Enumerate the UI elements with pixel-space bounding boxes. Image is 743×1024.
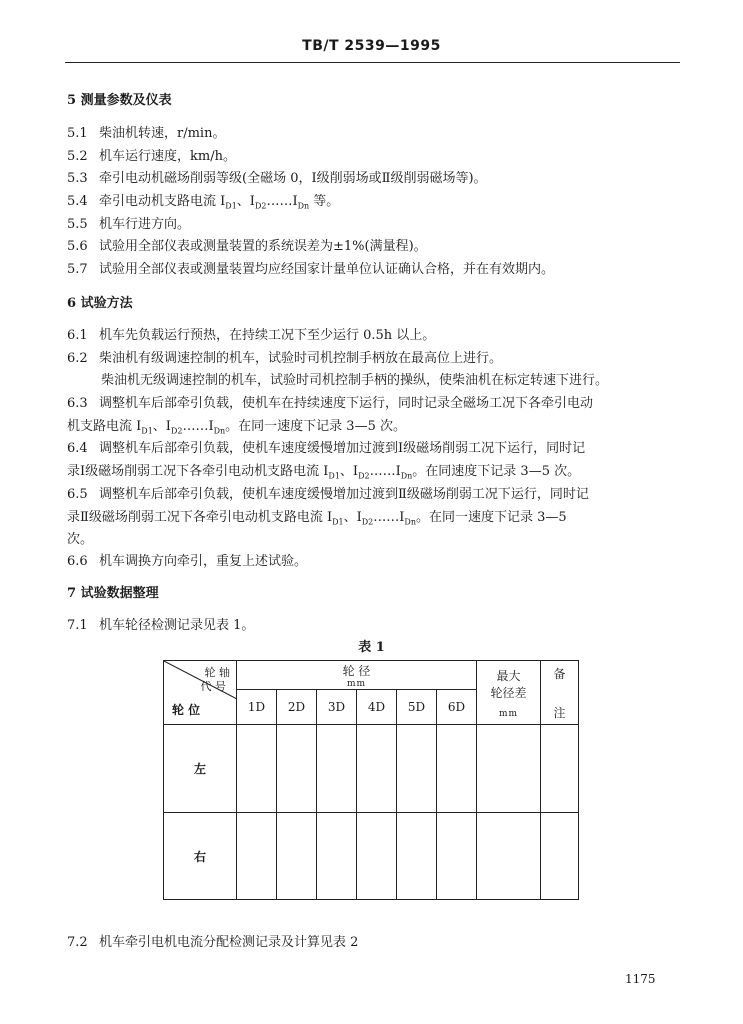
item-number: 5.7 bbox=[67, 262, 88, 277]
item-number: 5.2 bbox=[67, 149, 88, 164]
item-number: 5.1 bbox=[67, 126, 88, 141]
document-code: TB/T 2539—1995 bbox=[302, 38, 441, 54]
item-5-3 bbox=[67, 170, 487, 188]
column-header: 6D bbox=[437, 690, 477, 725]
item-7-2: 7.2 机车牵引电机电流分配检测记录及计算见表 2 bbox=[67, 935, 359, 950]
wheel-diameter-group-header: 轮 径 mm bbox=[237, 661, 477, 690]
item-6-1: 6.1 机车先负载运行预热，在持续工况下至少运行 0.5h 以上。 bbox=[67, 328, 436, 343]
empty-cell bbox=[277, 813, 317, 900]
item-6-3-continued: 机支路电流 $I_{D1}$、$I_{D2}\dots\dots I_{Dn}$。在同一速度下记录 3—5 次。 bbox=[67, 419, 406, 436]
empty-cell bbox=[397, 813, 437, 900]
item-text: 机车行进方向。 bbox=[99, 217, 191, 232]
item-text: 柴油机转速，r/min。 bbox=[99, 126, 226, 141]
empty-cell bbox=[237, 725, 277, 813]
table-caption: 表 1 bbox=[358, 640, 385, 655]
row-label-left: 左 bbox=[164, 725, 237, 813]
empty-cell bbox=[317, 725, 357, 813]
item-6-6: 6.6 机车调换方向牵引，重复上述试验。 bbox=[67, 554, 308, 569]
section-5-title: 5 测量参数及仪表 bbox=[67, 93, 172, 108]
item-6-3: 6.3 调整机车后部牵引负载，使机车在持续速度下运行，同时记录全磁场工况下各牵引电动 bbox=[67, 396, 594, 411]
column-header: 1D bbox=[237, 690, 277, 725]
empty-cell bbox=[237, 813, 277, 900]
table-row bbox=[164, 813, 579, 900]
item-number: 5.4 bbox=[67, 194, 88, 209]
item-text: 试验用全部仪表或测量装置的系统误差为±1%(满量程)。 bbox=[99, 239, 427, 254]
item-6-4-continued: 录Ⅰ级磁场削弱工况下各牵引电动机支路电流 $I_{D1}$、$I_{D2}\dots\dots I_{Dn}$。在同速度下记录 3—5 次。 bbox=[67, 464, 581, 481]
corner-label-position: 轮 位 bbox=[172, 703, 201, 717]
item-5-1 bbox=[67, 125, 225, 143]
header-rule bbox=[65, 62, 680, 63]
item-6-5: 6.5 调整机车后部牵引负载，使机车速度缓慢增加过渡到Ⅱ级磁场削弱工况下运行，同时记 bbox=[67, 487, 589, 502]
max-diff-header: 最大 轮径差 mm bbox=[477, 661, 541, 725]
corner-label-code: 代 号 bbox=[200, 680, 226, 693]
remark-header: 备 注 bbox=[541, 661, 579, 725]
empty-cell bbox=[317, 813, 357, 900]
empty-cell bbox=[437, 725, 477, 813]
empty-cell bbox=[477, 725, 541, 813]
empty-cell bbox=[477, 813, 541, 900]
page-number: 1175 bbox=[625, 972, 656, 986]
item-6-4: 6.4 调整机车后部牵引负载，使机车速度缓慢增加过渡到Ⅰ级磁场削弱工况下运行，同时记 bbox=[67, 441, 586, 456]
empty-cell bbox=[397, 725, 437, 813]
column-header: 4D bbox=[357, 690, 397, 725]
item-text: 牵引电动机磁场削弱等级(全磁场 0，Ⅰ级削弱场或Ⅱ级削弱磁场等)。 bbox=[99, 171, 487, 186]
item-5-7 bbox=[67, 261, 554, 279]
item-number: 5.6 bbox=[67, 239, 88, 254]
table-row bbox=[164, 725, 579, 813]
section-7-title: 7 试验数据整理 bbox=[67, 586, 159, 601]
column-header: 5D bbox=[397, 690, 437, 725]
item-5-6 bbox=[67, 238, 427, 256]
item-6-5-continued: 录Ⅱ级磁场削弱工况下各牵引电动机支路电流 $I_{D1}$、$I_{D2}\dots\dots I_{Dn}$。在同一速度下记录 3—5 bbox=[67, 510, 567, 527]
empty-cell bbox=[437, 813, 477, 900]
item-5-4: 5.4 牵引电动机支路电流 $I_{D1}$、$I_{D2}\dots\dots I_{Dn}$ 等。 bbox=[67, 194, 340, 211]
item-7-1: 7.1 机车轮径检测记录见表 1。 bbox=[67, 618, 255, 633]
item-number: 5.3 bbox=[67, 171, 88, 186]
item-5-5 bbox=[67, 216, 190, 234]
item-6-2: 6.2 柴油机有级调速控制的机车，试验时司机控制手柄放在最高位上进行。 bbox=[67, 351, 503, 366]
empty-cell bbox=[541, 813, 579, 900]
item-6-5-continued-2: 次。 bbox=[67, 532, 94, 547]
item-5-2 bbox=[67, 148, 236, 166]
column-header: 2D bbox=[277, 690, 317, 725]
column-header: 3D bbox=[317, 690, 357, 725]
section-6-title: 6 试验方法 bbox=[67, 296, 133, 311]
empty-cell bbox=[357, 725, 397, 813]
table-corner-cell bbox=[164, 661, 237, 725]
item-6-2-continued: 柴油机无级调速控制的机车，试验时司机控制手柄的操纵，使柴油机在标定转速下进行。 bbox=[101, 373, 609, 388]
empty-cell bbox=[357, 813, 397, 900]
item-number: 5.5 bbox=[67, 217, 88, 232]
empty-cell bbox=[541, 725, 579, 813]
item-text: 试验用全部仪表或测量装置均应经国家计量单位认证确认合格，并在有效期内。 bbox=[99, 262, 555, 277]
row-label-right: 右 bbox=[164, 813, 237, 900]
corner-label-axle: 轮 轴 bbox=[204, 666, 230, 679]
empty-cell bbox=[277, 725, 317, 813]
item-text: 机车运行速度，km/h。 bbox=[99, 149, 236, 164]
wheel-diameter-table bbox=[163, 660, 579, 900]
